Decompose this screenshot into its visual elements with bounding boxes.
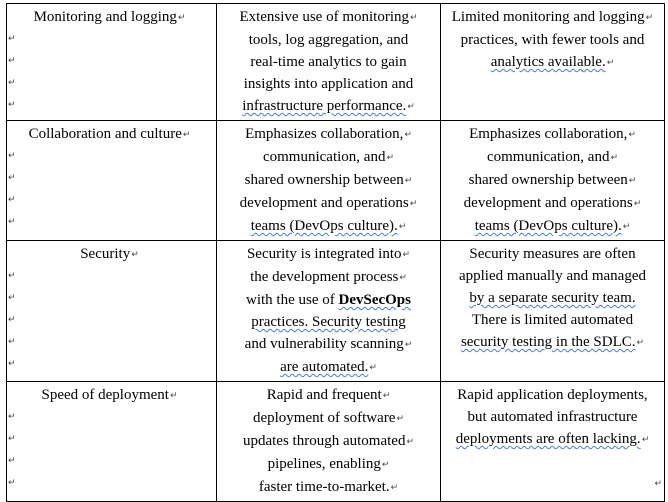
paragraph-marks: ↵ ↵ ↵ ↵	[8, 412, 16, 488]
table-row	[7, 121, 665, 241]
aspect-cell[interactable]	[7, 4, 217, 121]
table-row	[7, 382, 665, 502]
table-row	[7, 4, 665, 121]
aspect-cell[interactable]: Security↵ ↵ ↵ ↵ ↵ ↵	[7, 241, 217, 382]
paragraph-marks: ↵ ↵ ↵ ↵	[8, 34, 16, 110]
aspect-label: Security	[80, 246, 131, 262]
aspect-label: Collaboration and culture	[28, 126, 182, 142]
devops-cell[interactable]: Security is integrated into↵ the development process↵ with the use of DevSecOps practices. Security testing and vulnerability scanning↵ are automated.↵	[217, 241, 441, 382]
devsecops-term: DevSecOps	[338, 292, 411, 308]
traditional-cell[interactable]: Security measures are often applied manually and managed by a separate security team. There is limited automated security testing in the SDLC.↵	[441, 241, 665, 382]
traditional-cell[interactable]: Emphasizes collaboration,↵ communication, and↵ shared ownership between↵ development and operations↵ teams (DevOps culture).↵	[441, 121, 665, 241]
table-row	[7, 241, 665, 382]
paragraph-marks: ↵ ↵ ↵ ↵ ↵	[8, 271, 16, 369]
paragraph-mark-icon: ↵	[654, 479, 662, 489]
aspect-cell[interactable]: Speed of deployment↵ ↵ ↵ ↵ ↵	[7, 382, 217, 502]
aspect-cell[interactable]: Collaboration and culture↵ ↵ ↵ ↵ ↵	[7, 121, 217, 241]
devops-cell[interactable]: Extensive use of monitoring↵ tools, log aggregation, and real-time analytics to gain insights into application and infrastructure performance.↵	[217, 4, 441, 121]
devops-cell[interactable]: Emphasizes collaboration,↵ communication, and↵ shared ownership between↵ development and operations↵ teams (DevOps culture).↵	[217, 121, 441, 241]
comparison-table	[6, 3, 665, 502]
traditional-cell[interactable]: Limited monitoring and logging↵ practices, with fewer tools and analytics available.↵	[441, 4, 665, 121]
traditional-cell[interactable]: Rapid application deployments, but automated infrastructure deployments are often lacking.↵ ↵	[441, 382, 665, 502]
devops-cell[interactable]: Rapid and frequent↵ deployment of software↵ updates through automated↵ pipelines, enabling↵ faster time-to-market.↵	[217, 382, 441, 502]
paragraph-mark-icon: ↵	[177, 13, 186, 23]
paragraph-marks: ↵ ↵ ↵ ↵	[8, 151, 16, 227]
aspect-label: Speed of deployment	[41, 387, 169, 403]
aspect-label: Monitoring and logging	[33, 9, 177, 25]
